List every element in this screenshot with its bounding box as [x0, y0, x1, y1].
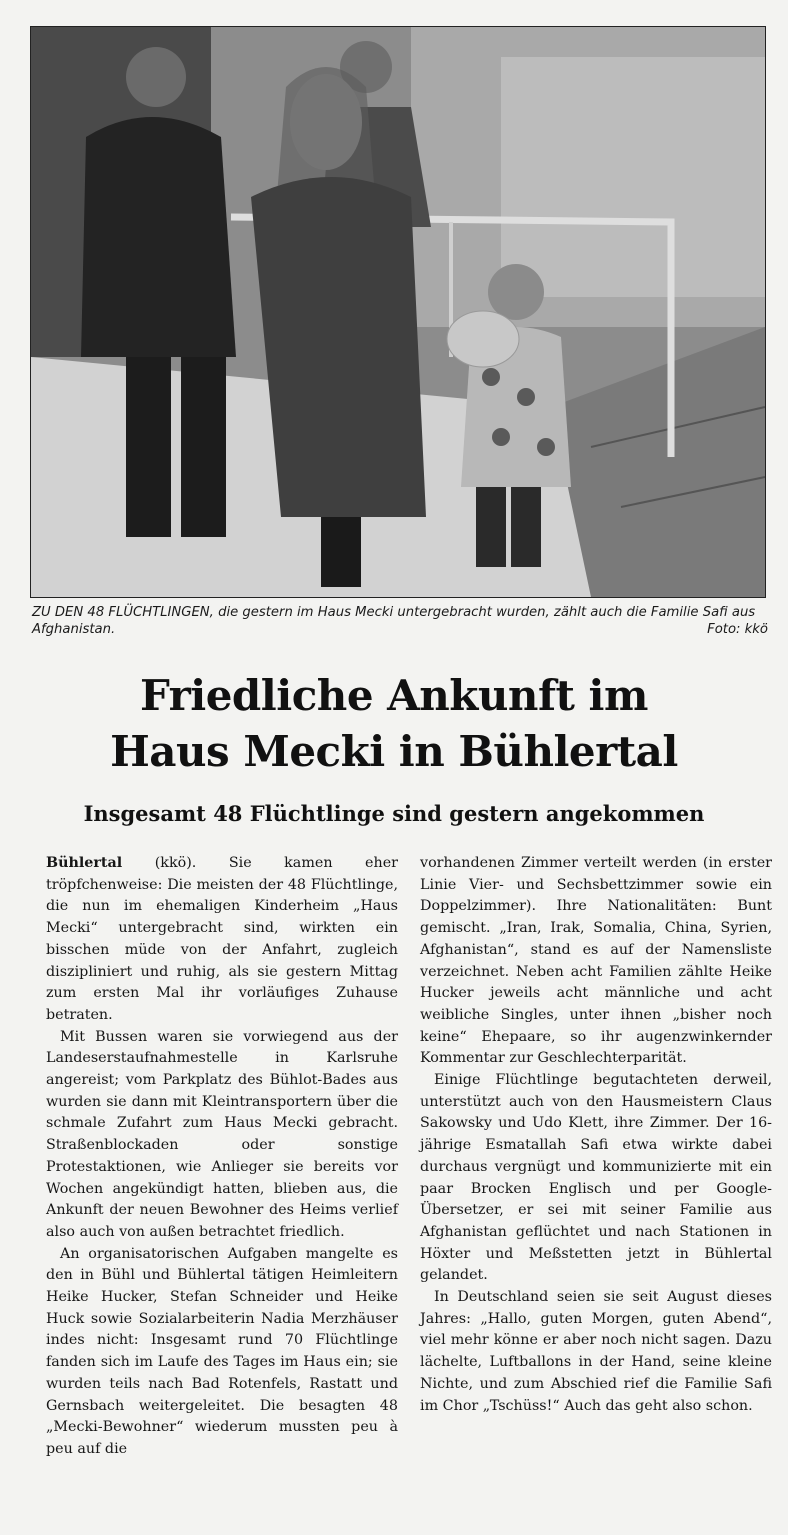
photo-caption [32, 604, 770, 638]
article-column-right [420, 853, 772, 1417]
article-photo [30, 26, 766, 598]
article-column-left [46, 853, 398, 1461]
caption-text: die gestern im Haus Mecki untergebracht wurden, zählt auch die Familie Safi aus Afghanistan. [32, 605, 756, 637]
caption-lead: ZU DEN 48 FLÜCHTLINGEN, [32, 605, 214, 620]
headline-line-2: Haus Mecki in Bühlertal [110, 727, 678, 776]
photo-credit: Foto: kkö [707, 622, 768, 637]
article-paragraph: Einige Flüchtlinge begutachteten derweil, unterstützt auch von den Hausmeistern Claus Sakowsky und Udo Klett, ihre Zimmer. Der 16-jährige Esmatallah Safi etwa wirkte dabei durchaus vergnügt und kommunizierte mit ein paar Brocken Englisch und per Google-Übersetzer, er sei mit seiner Familie aus Afghanistan geflüchtet und nach Stationen in Höxter und Meßstetten jetzt in Bühlertal gelandet. [420, 1072, 772, 1284]
subheadline: Insgesamt 48 Flüchtlinge sind gestern angekommen [83, 801, 705, 826]
article-paragraph: Mit Bussen waren sie vorwiegend aus der Landeserstaufnahmestelle in Karlsruhe angereist; vom Parkplatz des Bühlot-Bades aus wurden sie dann mit Kleintransportern über die schmale Zufahrt zum Haus Mecki gebracht. Straßenblockaden oder sonstige Protestaktionen, wie Anlieger sie bereits vor Wochen angekündigt hatten, blieben aus, die Ankunft der neuen Bewohner des Heims verlief also auch von außen betrachtet friedlich. [46, 1028, 398, 1240]
article-paragraph [46, 853, 398, 1027]
headline [0, 668, 788, 780]
headline-line-1: Friedliche Ankunft im [140, 671, 648, 720]
article-paragraph: An organisatorischen Aufgaben mangelte es den in Bühl und Bühlertal tätigen Heimleitern Heike Hucker, Stefan Schneider und Heike Huck sowie Sozialarbeiterin Nadia Merzhäuser indes nicht: Insgesamt rund 70 Flüchtlinge fanden sich im Laufe des Tages im Haus ein; sie wurden teils nach Bad Rotenfels, Rastatt und Gernsbach weitergeleitet. Die besagten 48 „Mecki-Bewohner“ wiederum mussten peu à peu auf die [46, 1245, 398, 1457]
paragraph-text: (kkö). Sie kamen eher tröpfchenweise: Die meisten der 48 Flüchtlinge, die nun im ehemaligen Kinderheim „Haus Mecki“ untergebracht sind, wirkten ein bisschen müde von der Anfahrt, zugleich diszipliniert und ruhig, als sie gestern Mittag zum ersten Mal ihr vorläufiges Zuhause betraten. [46, 855, 398, 1023]
dateline: Bühlertal [46, 855, 123, 871]
photo-family-arrival-icon [31, 27, 765, 597]
article-paragraph: vorhandenen Zimmer verteilt werden (in erster Linie Vier- und Sechsbettzimmer sowie ein Doppelzimmer). Ihre Nationalitäten: Bunt gemischt. „Iran, Irak, Somalia, China, Syrien, Afghanistan“, stand es auf der Namensliste verzeichnet. Neben acht Familien zählte Heike Hucker jeweils acht männliche und acht weibliche Singles, unter ihnen „bisher noch keine“ Ehepaare, so ihr augenzwinkernder Kommentar zur Geschlechterparität. [420, 855, 772, 1067]
article-paragraph: In Deutschland seien sie seit August dieses Jahres: „Hallo, guten Morgen, guten Abend“, viel mehr könne er aber noch nicht sagen. Dazu lächelte, Luftballons in der Hand, seine kleine Nichte, und zum Abschied rief die Familie Safi im Chor „Tschüss!“ Auch das geht also schon. [420, 1289, 772, 1414]
